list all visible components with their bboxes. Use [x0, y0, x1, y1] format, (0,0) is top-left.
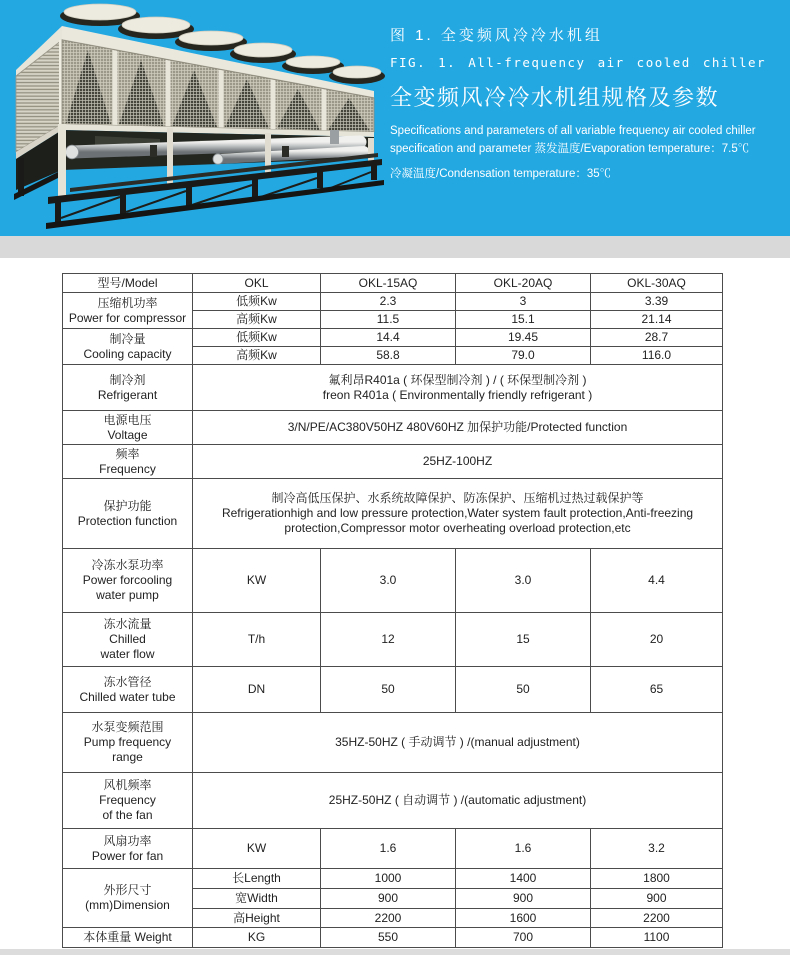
- row-pump-frequency-range: [63, 713, 723, 773]
- label-line: Chilled water tube: [79, 689, 176, 704]
- row-fan-frequency: [63, 773, 723, 829]
- value-cell: 1000: [321, 869, 456, 889]
- bottom-edge-bar: [0, 949, 790, 955]
- label-line: water flow: [100, 647, 155, 661]
- value-cell: 3.0: [456, 549, 591, 613]
- value-cell: 116.0: [591, 347, 723, 365]
- row-label-water-flow: [63, 613, 193, 667]
- value-cell: 3.0: [321, 549, 456, 613]
- value-cell-pump-frequency: 35HZ-50HZ ( 手动调节 ) /(manual adjustment): [193, 713, 723, 773]
- row-label-pump-frequency-range: [63, 713, 193, 773]
- row-cooling-low: [63, 329, 723, 347]
- unit-cell: 高频Kw: [193, 347, 321, 365]
- figure-caption-en: FIG. 1. All-frequency air cooled chiller: [390, 55, 767, 70]
- col-header-okl-20aq: OKL-20AQ: [456, 274, 591, 293]
- row-weight: [63, 928, 723, 948]
- label-line: 制冷量: [109, 331, 146, 346]
- value-cell: 19.45: [456, 329, 591, 347]
- value-line: 制冷高低压保护、水系统故障保护、防冻保护、压缩机过热过载保护等: [271, 491, 644, 505]
- value-cell: 2200: [591, 909, 723, 928]
- chiller-photo: [0, 0, 392, 236]
- subtitle-line-2: specification and parameter 蒸发温度/Evaporation temperature：7.5℃: [390, 143, 750, 155]
- row-label-frequency: [63, 445, 193, 479]
- label-line: of the fan: [102, 808, 153, 822]
- value-cell-fan-frequency: 25HZ-50HZ ( 自动调节 ) /(automatic adjustment): [193, 773, 723, 829]
- col-header-okl-30aq: OKL-30AQ: [591, 274, 723, 293]
- value-cell-refrigerant: [193, 365, 723, 411]
- value-cell: 1.6: [321, 829, 456, 869]
- label-line: 外形尺寸: [103, 883, 152, 897]
- label-line: Chilled: [109, 632, 146, 646]
- value-line: freon R401a ( Environmentally friendly refrigerant ): [322, 387, 593, 402]
- row-dimension-length: [63, 869, 723, 889]
- label-line: Frequency: [99, 793, 156, 807]
- value-cell: 3.2: [591, 829, 723, 869]
- value-cell: 15: [456, 613, 591, 667]
- value-cell: 14.4: [321, 329, 456, 347]
- row-label-dimension: [63, 869, 193, 928]
- label-line: range: [112, 750, 143, 764]
- value-cell: 2.3: [321, 293, 456, 311]
- label-line: Power forcooling: [82, 573, 173, 587]
- label-line: 冻水流量: [103, 617, 152, 631]
- value-cell: 3.39: [591, 293, 723, 311]
- label-line: Protection function: [77, 513, 178, 528]
- section-title: 全变频风冷冷水机组规格及参数: [390, 85, 720, 110]
- row-compressor-low: [63, 293, 723, 311]
- unit-cell: 低频Kw: [193, 329, 321, 347]
- spec-table: [62, 273, 723, 948]
- row-label-weight: 本体重量 Weight: [63, 928, 193, 948]
- value-cell: 20: [591, 613, 723, 667]
- value-cell: 50: [456, 667, 591, 713]
- value-cell: 900: [591, 889, 723, 909]
- row-label-voltage: [63, 411, 193, 445]
- row-voltage: [63, 411, 723, 445]
- value-cell: 79.0: [456, 347, 591, 365]
- unit-cell: 宽Width: [193, 889, 321, 909]
- unit-cell: 长Length: [193, 869, 321, 889]
- label-line: Power for compressor: [68, 310, 187, 325]
- value-line: 氟利昂R401a ( 环保型制冷剂 ) / ( 环保型制冷剂 ): [328, 372, 587, 387]
- row-protection: [63, 479, 723, 549]
- unit-cell: T/h: [193, 613, 321, 667]
- label-line: Pump frequency: [83, 735, 172, 749]
- value-cell: 900: [456, 889, 591, 909]
- value-cell: 28.7: [591, 329, 723, 347]
- subtitle-line-3: 冷凝温度/Condensation temperature：35℃: [390, 168, 612, 180]
- row-water-flow: [63, 613, 723, 667]
- label-line: Frequency: [99, 461, 156, 476]
- value-line: Refrigerationhigh and low pressure protection,Water system fault protection,Anti-freezing protection,Compressor motor overheating overload protection,etc: [221, 506, 694, 535]
- unit-cell: DN: [193, 667, 321, 713]
- value-cell: 700: [456, 928, 591, 948]
- row-label-fan-frequency: [63, 773, 193, 829]
- figure-caption-cn: 图 1. 全变频风冷冷水机组: [390, 27, 603, 44]
- label-line: Refrigerant: [97, 387, 158, 402]
- row-pump-power: [63, 549, 723, 613]
- unit-cell: KW: [193, 829, 321, 869]
- value-cell: 1400: [456, 869, 591, 889]
- value-cell: 65: [591, 667, 723, 713]
- hero-text-block: [390, 24, 786, 183]
- label-line: Cooling capacity: [83, 346, 172, 361]
- row-label-protection: [63, 479, 193, 549]
- row-fan-power: [63, 829, 723, 869]
- value-cell-voltage: 3/N/PE/AC380V50HZ 480V60HZ 加保护功能/Protected function: [193, 411, 723, 445]
- unit-cell: KW: [193, 549, 321, 613]
- value-cell: 900: [321, 889, 456, 909]
- value-cell-frequency: 25HZ-100HZ: [193, 445, 723, 479]
- value-cell: 50: [321, 667, 456, 713]
- row-label-fan-power: [63, 829, 193, 869]
- value-cell: 21.14: [591, 311, 723, 329]
- col-header-okl-15aq: OKL-15AQ: [321, 274, 456, 293]
- unit-cell: KG: [193, 928, 321, 948]
- value-cell: 15.1: [456, 311, 591, 329]
- value-cell: 12: [321, 613, 456, 667]
- value-cell: 1800: [591, 869, 723, 889]
- header-row: [63, 274, 723, 293]
- value-cell: 4.4: [591, 549, 723, 613]
- value-cell-protection: [193, 479, 723, 549]
- row-refrigerant: [63, 365, 723, 411]
- label-line: 频率: [115, 446, 140, 461]
- row-label-refrigerant: [63, 365, 193, 411]
- divider-bar: [0, 236, 790, 258]
- value-cell: 1100: [591, 928, 723, 948]
- row-label-cooling-capacity: [63, 329, 193, 365]
- value-cell: 3: [456, 293, 591, 311]
- label-line: 冻水管径: [103, 674, 152, 689]
- label-line: 风扇功率: [103, 833, 152, 848]
- row-label-pump-power: [63, 549, 193, 613]
- label-line: 制冷剂: [109, 372, 146, 387]
- label-line: Power for fan: [91, 848, 164, 863]
- unit-cell: 低频Kw: [193, 293, 321, 311]
- hero-banner: [0, 0, 790, 236]
- row-label-water-tube: [63, 667, 193, 713]
- col-header-okl: OKL: [193, 274, 321, 293]
- col-header-model: 型号/Model: [63, 274, 193, 293]
- label-line: 水泵变频范围: [91, 720, 164, 734]
- unit-cell: 高频Kw: [193, 311, 321, 329]
- label-line: (mm)Dimension: [85, 898, 170, 912]
- label-line: 保护功能: [103, 498, 152, 513]
- label-line: water pump: [96, 588, 159, 602]
- label-line: 电源电压: [103, 412, 152, 427]
- value-cell: 58.8: [321, 347, 456, 365]
- value-cell: 2200: [321, 909, 456, 928]
- unit-cell: 高Height: [193, 909, 321, 928]
- value-cell: 1.6: [456, 829, 591, 869]
- label-line: 冷冻水泵功率: [91, 558, 164, 572]
- label-line: Voltage: [107, 427, 148, 442]
- value-cell: 11.5: [321, 311, 456, 329]
- row-frequency: [63, 445, 723, 479]
- label-line: 风机频率: [103, 778, 152, 792]
- value-cell: 550: [321, 928, 456, 948]
- value-cell: 1600: [456, 909, 591, 928]
- label-line: 压缩机功率: [97, 295, 158, 310]
- row-label-compressor-power: [63, 293, 193, 329]
- subtitle-line-1: Specifications and parameters of all variable frequency air cooled chiller: [390, 125, 756, 137]
- row-water-tube: [63, 667, 723, 713]
- spec-table-wrap: [62, 273, 723, 948]
